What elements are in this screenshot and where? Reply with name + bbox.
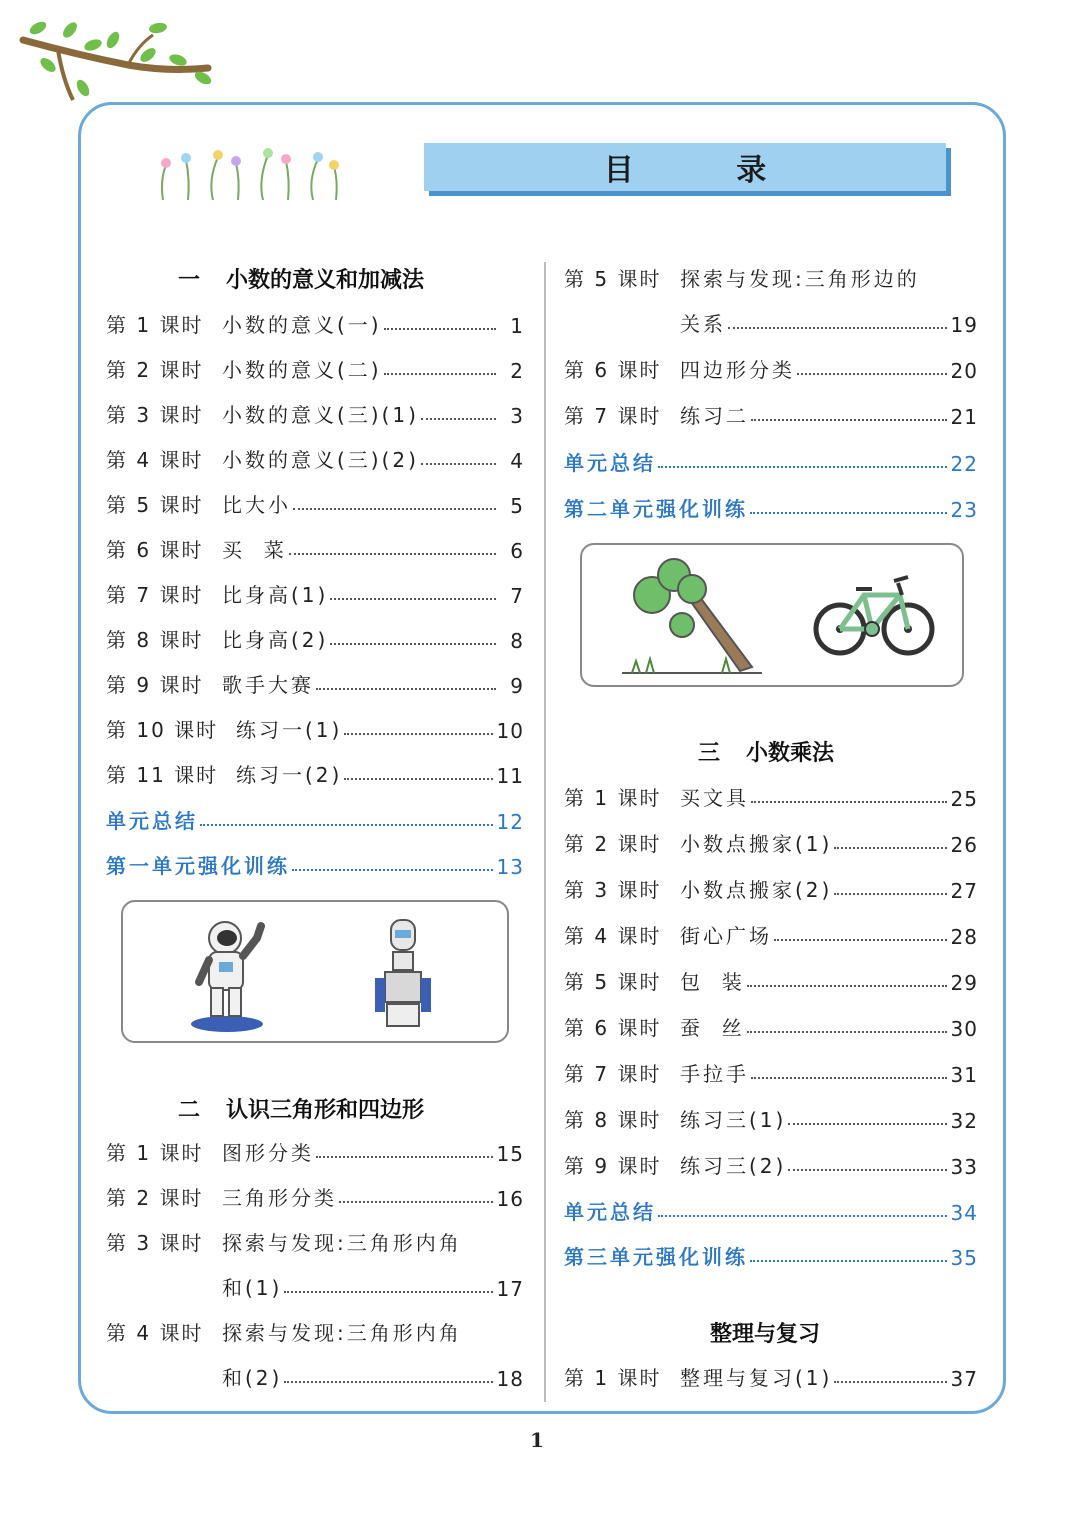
toc-row[interactable]: 第 8 课时 练习三(1) 32	[564, 1108, 978, 1133]
toc-row[interactable]: 第 5 课时 探索与发现:三角形边的	[564, 267, 920, 291]
astronaut-icon	[187, 916, 277, 1034]
tree-branch-icon	[18, 10, 218, 110]
toc-row[interactable]: 第 2 课时 小数点搬家(1) 26	[564, 832, 978, 857]
toc-row[interactable]: 第 10 课时 练习一(1) 10	[106, 718, 524, 743]
section-title: 整理与复习	[710, 1322, 821, 1347]
toc-row[interactable]: 第 1 课时 整理与复习(1) 37	[564, 1366, 978, 1391]
page-number: 1	[530, 1428, 544, 1452]
toc-row[interactable]: 第 7 课时 练习二 21	[564, 404, 978, 429]
unit-summary-link[interactable]: 单元总结 34	[564, 1200, 978, 1225]
bicycle-icon	[812, 571, 936, 661]
leaning-tree-icon	[612, 555, 762, 679]
toc-row[interactable]: 第 6 课时 买 菜 6	[106, 538, 524, 563]
illustration-box	[580, 543, 964, 687]
unit-training-link[interactable]: 第二单元强化训练 23	[564, 497, 978, 522]
toc-row[interactable]: 第 3 课时 探索与发现:三角形内角	[106, 1231, 462, 1255]
toc-row[interactable]: 第 5 课时 比大小 5	[106, 493, 524, 518]
toc-row[interactable]: 和(2) 18	[222, 1366, 524, 1391]
toc-row[interactable]: 关系 19	[680, 312, 978, 337]
section-title: 一 小数的意义和加减法	[178, 268, 425, 293]
toc-row[interactable]: 第 2 课时 小数的意义(二) 2	[106, 358, 524, 383]
toc-row[interactable]: 第 9 课时 歌手大赛 9	[106, 673, 524, 698]
toc-row[interactable]: 第 11 课时 练习一(2) 11	[106, 763, 524, 788]
unit-training-link[interactable]: 第一单元强化训练 13	[106, 854, 524, 879]
toc-row[interactable]: 第 5 课时 包 装 29	[564, 970, 978, 995]
toc-row[interactable]: 第 3 课时 小数点搬家(2) 27	[564, 878, 978, 903]
unit-summary-link[interactable]: 单元总结 12	[106, 809, 524, 834]
toc-row[interactable]: 第 6 课时 四边形分类 20	[564, 358, 978, 383]
illustration-box	[121, 900, 509, 1043]
toc-row[interactable]: 第 1 课时 买文具 25	[564, 786, 978, 811]
toc-row[interactable]: 第 4 课时 街心广场 28	[564, 924, 978, 949]
toc-row[interactable]: 第 8 课时 比身高(2) 8	[106, 628, 524, 653]
toc-row[interactable]: 第 4 课时 小数的意义(三)(2) 4	[106, 448, 524, 473]
toc-row[interactable]: 第 2 课时 三角形分类 16	[106, 1186, 524, 1211]
toc-row[interactable]: 第 7 课时 手拉手 31	[564, 1062, 978, 1087]
toc-row[interactable]: 第 1 课时 图形分类 15	[106, 1141, 524, 1166]
toc-row[interactable]: 和(1) 17	[222, 1276, 524, 1301]
column-divider	[544, 262, 546, 1402]
unit-summary-link[interactable]: 单元总结 22	[564, 451, 978, 476]
section-title: 二 认识三角形和四边形	[178, 1098, 425, 1123]
toc-row[interactable]: 第 6 课时 蚕 丝 30	[564, 1016, 978, 1041]
space-station-icon	[373, 918, 433, 1030]
unit-training-link[interactable]: 第三单元强化训练 35	[564, 1245, 978, 1270]
section-title: 三 小数乘法	[698, 741, 835, 766]
toc-row[interactable]: 第 4 课时 探索与发现:三角形内角	[106, 1321, 462, 1345]
flowers-icon	[148, 145, 348, 205]
toc-row[interactable]: 第 3 课时 小数的意义(三)(1) 3	[106, 403, 524, 428]
toc-row[interactable]: 第 1 课时 小数的意义(一) 1	[106, 313, 524, 338]
toc-row[interactable]: 第 7 课时 比身高(1) 7	[106, 583, 524, 608]
toc-row[interactable]: 第 9 课时 练习三(2) 33	[564, 1154, 978, 1179]
page-title: 目 录	[424, 143, 946, 191]
